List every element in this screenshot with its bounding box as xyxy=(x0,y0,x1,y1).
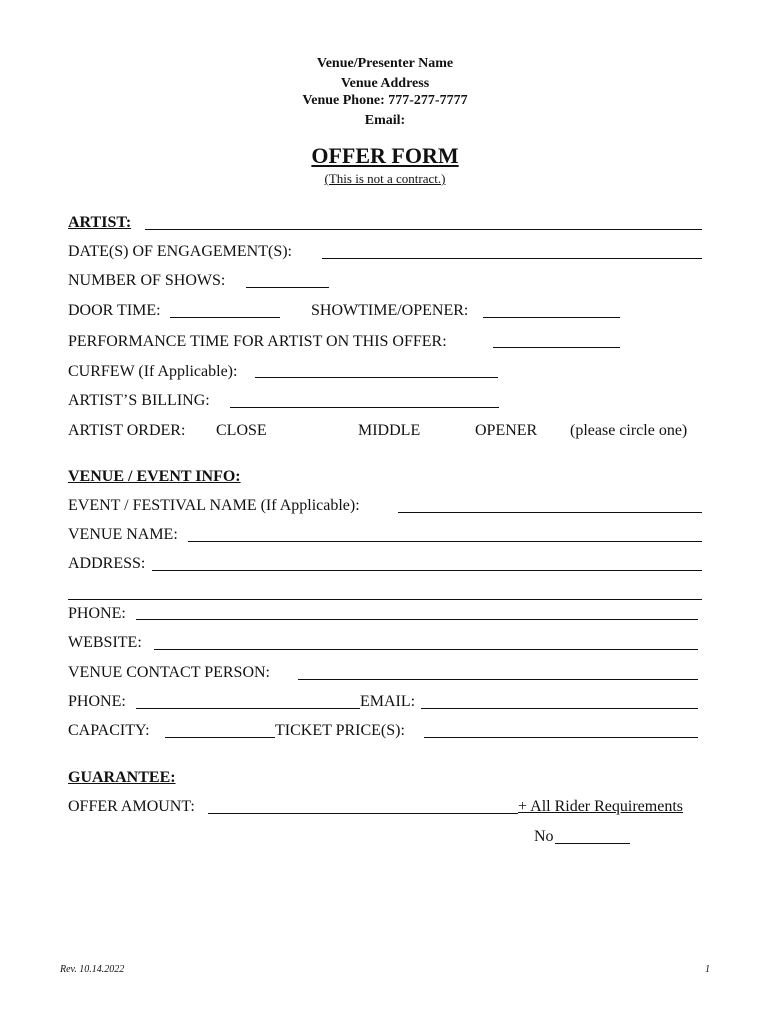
contact-person-field[interactable] xyxy=(298,679,698,680)
address-field-line-2[interactable] xyxy=(68,599,702,600)
venue-phone: Venue Phone: 777-277-7777 xyxy=(302,93,468,108)
artist-field[interactable] xyxy=(145,229,702,230)
venue-email: Email: xyxy=(364,113,406,128)
door-time-field[interactable] xyxy=(170,317,280,318)
website-label: WEBSITE: xyxy=(68,634,142,651)
door-time-label: DOOR TIME: xyxy=(68,302,161,319)
curfew-label: CURFEW (If Applicable): xyxy=(68,363,238,380)
dates-label: DATE(S) OF ENGAGEMENT(S): xyxy=(68,243,292,260)
num-shows-label: NUMBER OF SHOWS: xyxy=(68,272,226,289)
venue-name-field[interactable] xyxy=(188,541,702,542)
ticket-price-field[interactable] xyxy=(424,737,698,738)
order-option-opener[interactable]: OPENER xyxy=(475,422,538,439)
page-subtitle: (This is not a contract.) xyxy=(324,171,446,186)
performance-time-field[interactable] xyxy=(493,347,620,348)
offer-amount-label: OFFER AMOUNT: xyxy=(68,798,195,815)
event-name-label: EVENT / FESTIVAL NAME (If Applicable): xyxy=(68,497,360,514)
venue-address: Venue Address xyxy=(340,76,430,91)
artist-order-label: ARTIST ORDER: xyxy=(68,422,186,439)
event-name-field[interactable] xyxy=(398,512,702,513)
page-title: OFFER FORM xyxy=(311,143,459,168)
offer-amount-field[interactable] xyxy=(208,813,518,814)
address-field[interactable] xyxy=(152,570,702,571)
rider-no-field[interactable] xyxy=(555,843,630,844)
performance-time-label: PERFORMANCE TIME FOR ARTIST ON THIS OFFER: xyxy=(68,333,447,350)
capacity-field[interactable] xyxy=(165,737,275,738)
venue-name-label: VENUE NAME: xyxy=(68,526,178,543)
contact-person-label: VENUE CONTACT PERSON: xyxy=(68,664,270,681)
rider-no-label: No xyxy=(534,828,554,845)
presenter-name: Venue/Presenter Name xyxy=(316,56,454,71)
showtime-label: SHOWTIME/OPENER: xyxy=(311,302,469,319)
ticket-price-label: TICKET PRICE(S): xyxy=(275,722,405,739)
revision-date: Rev. 10.14.2022 xyxy=(60,964,125,975)
order-note: (please circle one) xyxy=(570,422,688,439)
curfew-field[interactable] xyxy=(255,377,498,378)
contact-email-field[interactable] xyxy=(421,708,698,709)
billing-field[interactable] xyxy=(230,407,499,408)
venue-phone-label: PHONE: xyxy=(68,605,126,622)
contact-phone-field[interactable] xyxy=(136,708,360,709)
billing-label: ARTIST’S BILLING: xyxy=(68,392,210,409)
website-field[interactable] xyxy=(154,649,698,650)
order-option-close[interactable]: CLOSE xyxy=(216,422,267,439)
rider-requirements: + All Rider Requirements xyxy=(518,798,683,815)
artist-label: ARTIST: xyxy=(68,214,132,231)
address-label: ADDRESS: xyxy=(68,555,146,572)
venue-phone-field[interactable] xyxy=(136,619,698,620)
contact-email-label: EMAIL: xyxy=(360,693,416,710)
page-number: 1 xyxy=(705,964,710,975)
num-shows-field[interactable] xyxy=(246,287,329,288)
venue-section-heading: VENUE / EVENT INFO: xyxy=(68,468,241,485)
showtime-field[interactable] xyxy=(483,317,620,318)
contact-phone-label: PHONE: xyxy=(68,693,126,710)
capacity-label: CAPACITY: xyxy=(68,722,150,739)
guarantee-heading: GUARANTEE: xyxy=(68,769,176,786)
order-option-middle[interactable]: MIDDLE xyxy=(358,422,421,439)
dates-field[interactable] xyxy=(322,258,702,259)
